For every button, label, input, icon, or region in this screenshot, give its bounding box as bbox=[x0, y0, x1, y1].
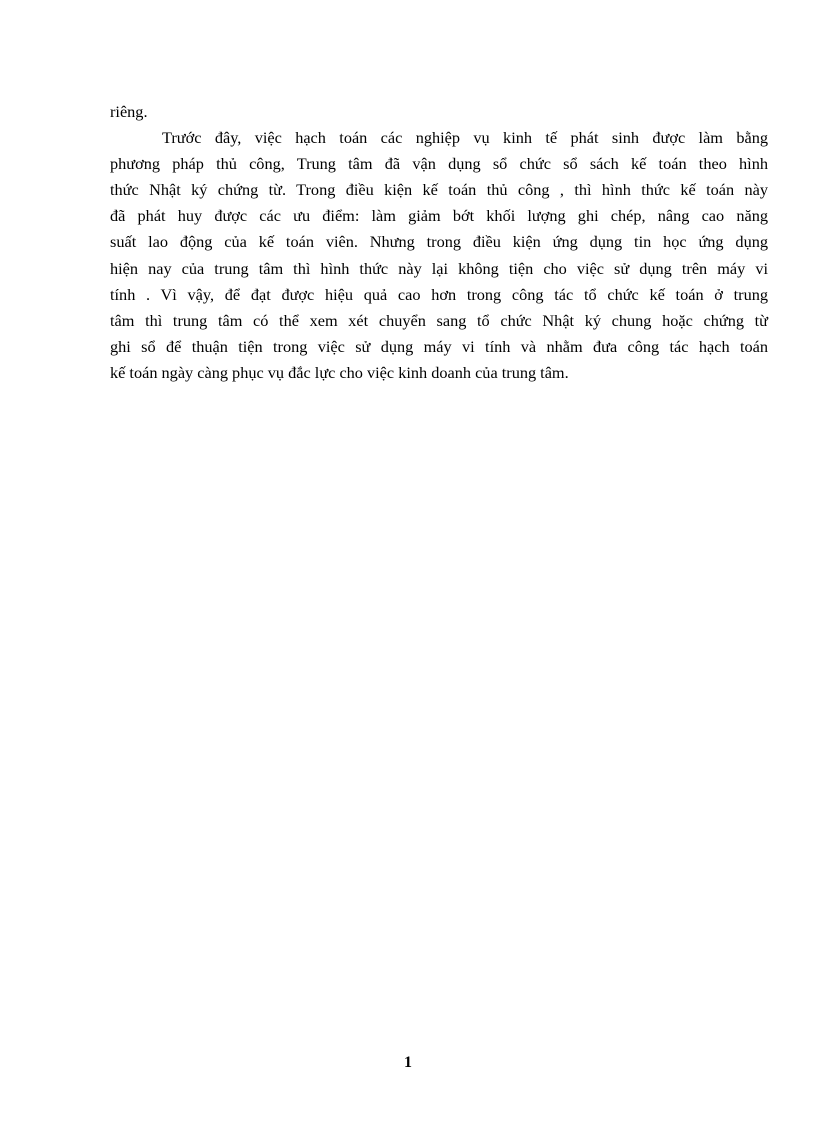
body-text bbox=[110, 99, 768, 386]
text-line: đã phát huy được các ưu điểm: làm giảm bớt khối lượng ghi chép, nâng cao năng bbox=[110, 206, 768, 226]
text-line: suất lao động của kế toán viên. Nhưng trong điều kiện ứng dụng tin học ứng dụng bbox=[110, 232, 768, 252]
text-line: ghi sổ để thuận tiện trong việc sử dụng máy vi tính và nhằm đưa công tác hạch toán bbox=[110, 336, 768, 356]
page-number: 1 bbox=[404, 1054, 412, 1071]
text-line: thức Nhật ký chứng từ. Trong điều kiện kế toán thủ công , thì hình thức kế toán này bbox=[110, 180, 768, 200]
text-line: tâm thì trung tâm có thể xem xét chuyển sang tổ chức Nhật ký chung hoặc chứng từ bbox=[110, 310, 768, 330]
text-line: phương pháp thủ công, Trung tâm đã vận dụng sổ chức sổ sách kế toán theo hình bbox=[110, 154, 768, 174]
text-line: hiện nay của trung tâm thì hình thức này lại không tiện cho việc sử dụng trên máy vi bbox=[110, 258, 768, 278]
paragraph-first-line: Trước đây, việc hạch toán các nghiệp vụ kinh tế phát sinh được làm bằng bbox=[162, 128, 768, 148]
paragraph-last-line: kế toán ngày càng phục vụ đắc lực cho việc kinh doanh của trung tâm. bbox=[110, 362, 569, 382]
text-line: tính . Vì vậy, để đạt được hiệu quả cao hơn trong công tác tổ chức kế toán ở trung bbox=[110, 284, 768, 304]
text-line: riêng. bbox=[110, 102, 148, 121]
